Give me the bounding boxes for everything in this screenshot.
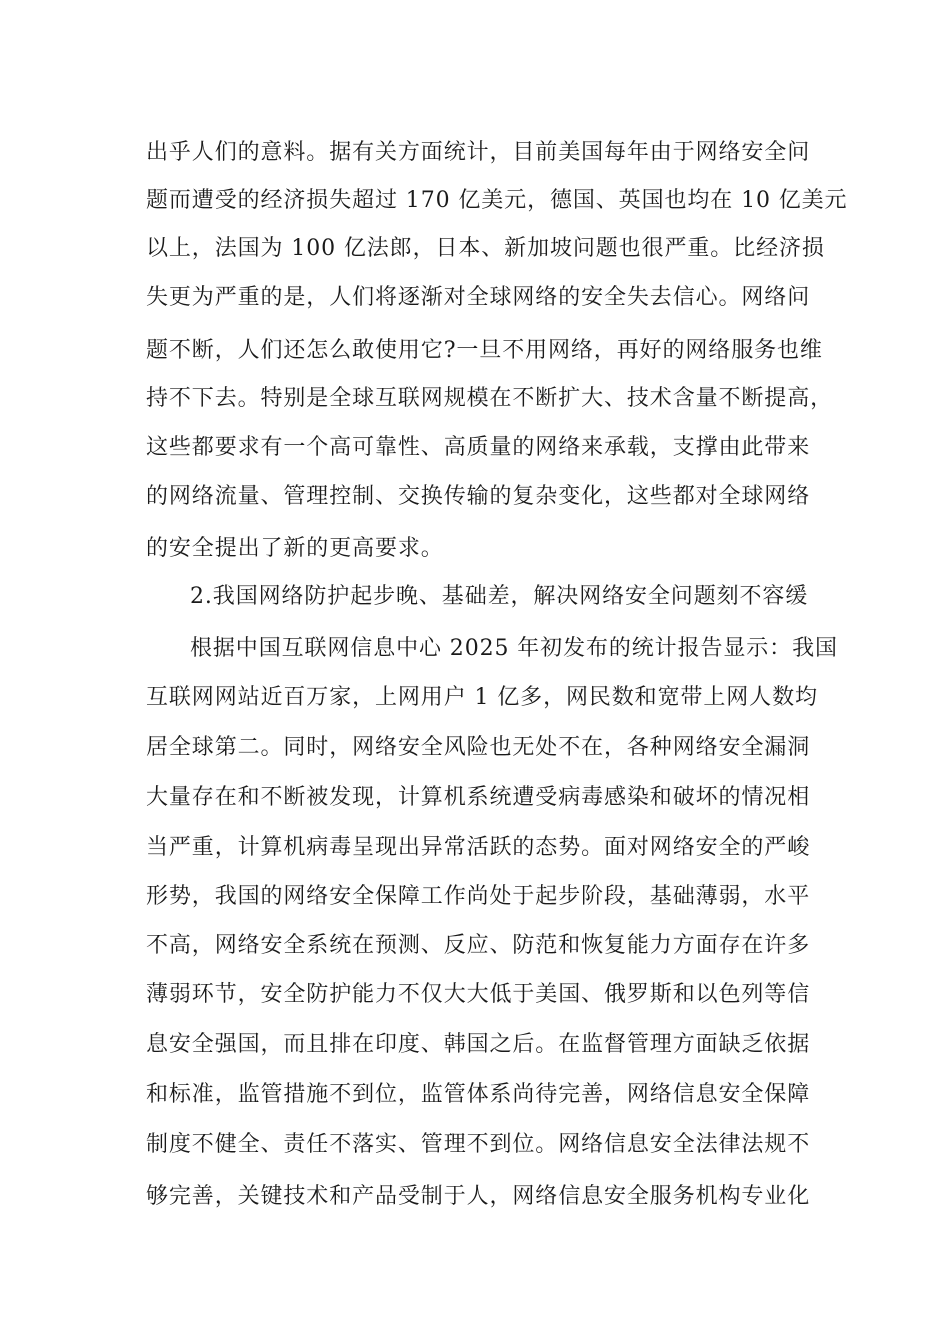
text-line: 互联网网站近百万家，上网用户 1 亿多，网民数和宽带上网人数均 — [146, 685, 818, 710]
text-line: 以上，法国为 100 亿法郎，日本、新加坡问题也很严重。比经济损 — [146, 236, 825, 261]
text-line: 息安全强国，而且排在印度、韩国之后。在监督管理方面缺乏依据 — [146, 1032, 811, 1057]
text-line: 大量存在和不断被发现，计算机系统遭受病毒感染和破坏的情况相 — [146, 785, 811, 810]
text-line: 薄弱环节，安全防护能力不仅大大低于美国、俄罗斯和以色列等信 — [146, 982, 811, 1007]
text-line: 不高，网络安全系统在预测、反应、防范和恢复能力方面存在许多 — [146, 933, 811, 958]
text-line: 的安全提出了新的更高要求。 — [146, 536, 444, 561]
text-line: 持不下去。特别是全球互联网规模在不断扩大、技术含量不断提高， — [146, 386, 834, 411]
text-line: 这些都要求有一个高可靠性、高质量的网络来承载，支撑由此带来 — [146, 435, 811, 460]
paragraph-first-line: 根据中国互联网信息中心 2025 年初发布的统计报告显示：我国 — [190, 636, 838, 661]
text-line: 形势，我国的网络安全保障工作尚处于起步阶段，基础薄弱，水平 — [146, 884, 811, 909]
text-line: 出乎人们的意料。据有关方面统计，目前美国每年由于网络安全问 — [146, 140, 811, 165]
text-line: 题而遭受的经济损失超过 170 亿美元，德国、英国也均在 10 亿美元 — [146, 188, 848, 213]
text-line: 和标准，监管措施不到位，监管体系尚待完善，网络信息安全保障 — [146, 1082, 811, 1107]
text-line: 的网络流量、管理控制、交换传输的复杂变化，这些都对全球网络 — [146, 484, 811, 509]
text-line: 失更为严重的是，人们将逐渐对全球网络的安全失去信心。网络问 — [146, 285, 811, 310]
text-line: 够完善，关键技术和产品受制于人，网络信息安全服务机构专业化 — [146, 1184, 811, 1209]
text-line: 当严重，计算机病毒呈现出异常活跃的态势。面对网络安全的严峻 — [146, 835, 811, 860]
text-line: 制度不健全、责任不落实、管理不到位。网络信息安全法律法规不 — [146, 1132, 811, 1157]
text-line: 题不断，人们还怎么敢使用它?一旦不用网络，再好的网络服务也维 — [146, 338, 823, 363]
section-heading: 2.我国网络防护起步晚、基础差，解决网络安全问题刻不容缓 — [190, 584, 809, 609]
text-line: 居全球第二。同时，网络安全风险也无处不在，各种网络安全漏洞 — [146, 735, 811, 760]
